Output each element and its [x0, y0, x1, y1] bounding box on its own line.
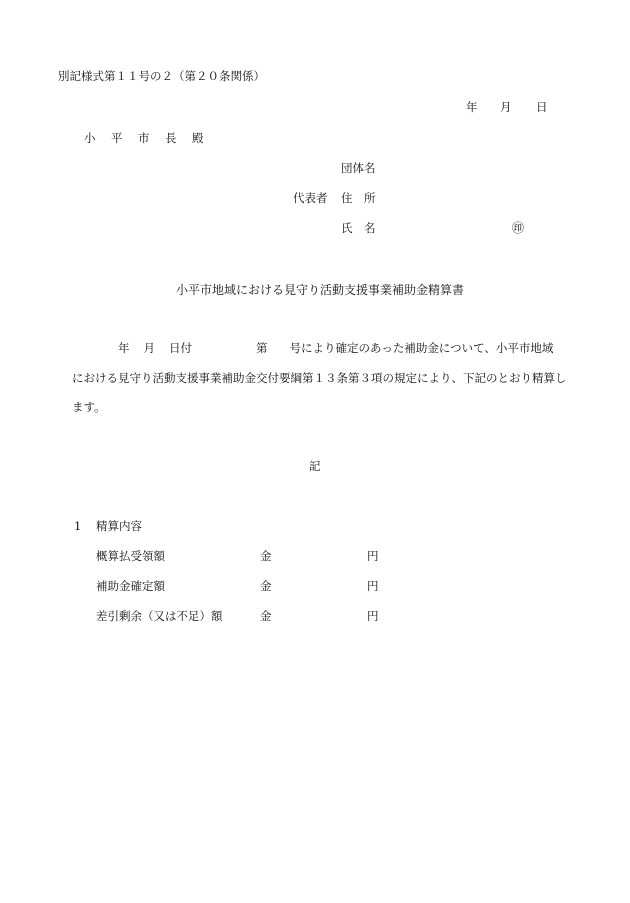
seal-mark: ㊞: [512, 221, 525, 235]
section-title: 精算内容: [96, 519, 142, 533]
body-month: 月: [143, 341, 155, 355]
body-line-3: ます。: [72, 400, 106, 414]
org-name-label: 団体名: [341, 161, 376, 175]
row-kin: 金: [260, 579, 272, 593]
section-number: 1: [74, 519, 82, 533]
body-day-attached: 日付: [169, 341, 192, 355]
row-kin: 金: [260, 549, 272, 563]
body-year: 年: [118, 341, 130, 355]
body-line-2: における見守り活動支援事業補助金交付要綱第１３条第３項の規定により、下記のとおり精算し: [72, 371, 567, 385]
address-label: 住 所: [341, 191, 376, 205]
row-label-confirmed-amount: 補助金確定額: [96, 579, 165, 593]
date-month-label: 月: [500, 100, 512, 114]
ki-heading: 記: [309, 459, 321, 473]
row-label-surplus-deficit: 差引剰余（又は不足）額: [96, 609, 223, 623]
representative-label: 代表者: [293, 191, 328, 205]
document-title: 小平市地域における見守り活動支援事業補助金精算書: [176, 283, 465, 297]
body-dai: 第: [256, 341, 268, 355]
row-yen: 円: [367, 579, 379, 593]
row-yen: 円: [367, 609, 379, 623]
row-kin: 金: [260, 609, 272, 623]
body-line-1: [118, 343, 553, 355]
date-day-label: 日: [536, 100, 548, 114]
date-year-label: 年: [466, 100, 478, 114]
addressee: 小 平 市 長 殿: [84, 131, 206, 145]
form-number: 別記様式第１１号の２（第２０条関係）: [58, 69, 265, 83]
row-label-advance-received: 概算払受領額: [96, 549, 165, 563]
row-yen: 円: [367, 549, 379, 563]
name-label: 氏 名: [341, 221, 376, 235]
body-line-1-rest: 号により確定のあった補助金について、小平市地域: [289, 341, 554, 355]
